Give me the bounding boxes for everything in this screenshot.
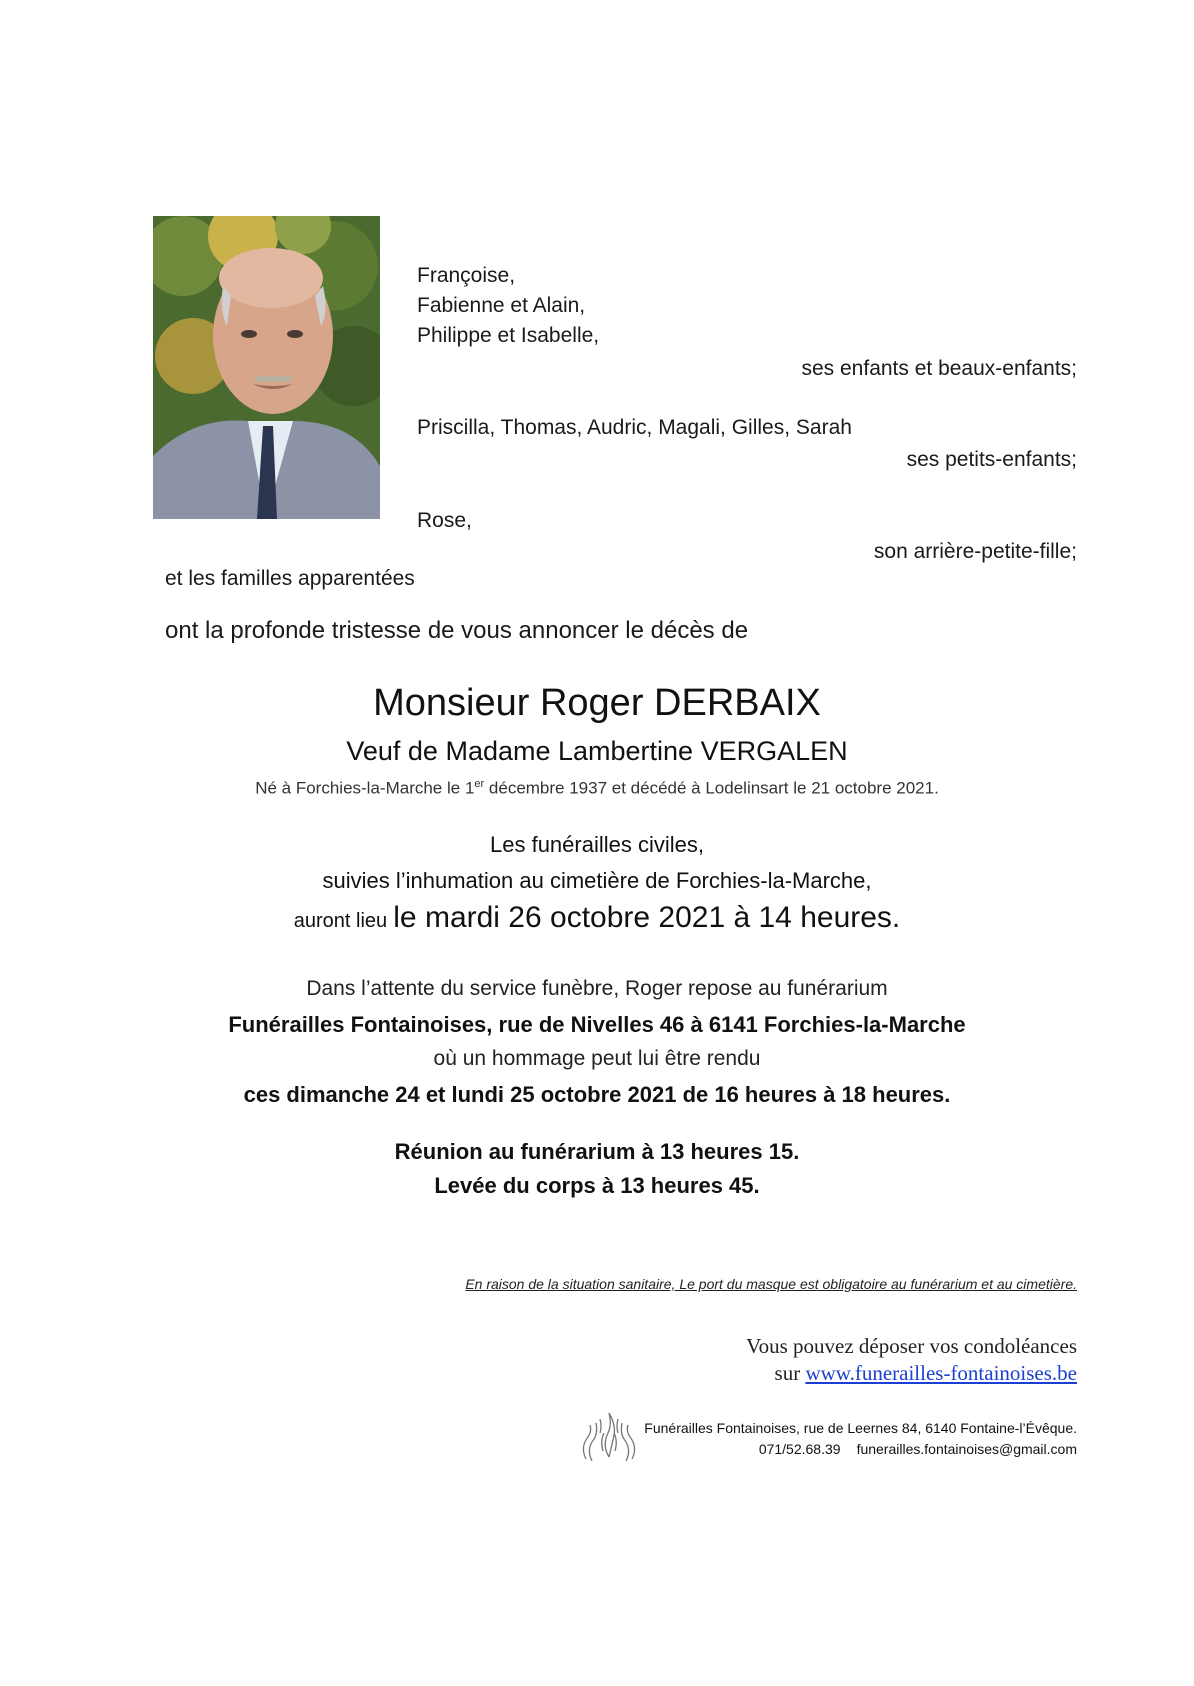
portrait-image (153, 216, 380, 519)
child-name-3: Philippe et Isabelle, (417, 324, 600, 347)
child-name-2: Fabienne et Alain, (417, 294, 586, 317)
footer-contact (644, 1418, 1077, 1460)
widower-of: Veuf de Madame Lambertine VERGALEN (346, 736, 848, 766)
company-logo (576, 1407, 642, 1467)
footer-company: Funérailles Fontainoises, rue de Leernes 84, 6140 Fontaine-l’Évêque. (644, 1420, 1077, 1436)
children-role: ses enfants et beaux-enfants; (801, 357, 1077, 380)
announcement: ont la profonde tristesse de vous annoncer le décès de (165, 617, 749, 644)
condolences-prefix: sur (774, 1361, 806, 1385)
footer-contact-line (644, 1439, 1077, 1460)
visitation-line-1: Dans l’attente du service funèbre, Roger repose au funérarium (306, 977, 888, 1000)
grandchildren-names: Priscilla, Thomas, Audric, Magali, Gilles, Sarah (417, 416, 852, 439)
visitation-address: Funérailles Fontainoises, rue de Nivelles 46 à 6141 Forchies-la-Marche (228, 1012, 966, 1037)
visitation-dates: ces dimanche 24 et lundi 25 octobre 2021 de 16 heures à 18 heures. (243, 1082, 951, 1107)
condolences-line: Vous pouvez déposer vos condoléances (746, 1334, 1077, 1358)
funeral-line-3 (0, 903, 1194, 936)
grandchildren-role: ses petits-enfants; (906, 448, 1077, 471)
funeral-line-1: Les funérailles civiles, (490, 832, 704, 857)
sanitary-notice: En raison de la situation sanitaire, Le port du masque est obligatoire au funérarium et au cimetière. (465, 1276, 1077, 1292)
condolences-block (746, 1333, 1077, 1387)
deceased-name: Monsieur Roger DERBAIX (373, 682, 821, 724)
footer-phone: 071/52.68.39 (758, 1441, 841, 1457)
footer-email: funerailles.fontainoises@gmail.com (856, 1441, 1077, 1457)
birth-death-line (0, 773, 1194, 800)
birth-suffix: décembre 1937 et décédé à Lodelinsart le 21 octobre 2021. (484, 778, 939, 798)
portrait-photo (153, 216, 380, 519)
removal-time: Levée du corps à 13 heures 45. (434, 1173, 760, 1198)
condolences-link-line (746, 1360, 1077, 1387)
funeral-date: le mardi 26 octobre 2021 à 14 heures. (393, 901, 901, 934)
visitation-line-3: où un hommage peut lui être rendu (433, 1047, 761, 1070)
meeting-time: Réunion au funérarium à 13 heures 15. (394, 1139, 800, 1164)
condolences-link[interactable]: www.funerailles-fontainoises.be (805, 1361, 1077, 1385)
great-grandchild-name: Rose, (417, 509, 472, 532)
child-name-1: Françoise, (417, 264, 516, 287)
related-families: et les familles apparentées (165, 567, 415, 590)
flame-hands-icon (576, 1407, 642, 1467)
birth-prefix: Né à Forchies-la-Marche le 1 (255, 778, 475, 798)
funeral-prefix: auront lieu (293, 910, 388, 932)
birth-sup: er (474, 778, 485, 790)
great-grandchild-role: son arrière-petite-fille; (873, 540, 1077, 563)
funeral-line-2: suivies l’inhumation au cimetière de Forchies-la-Marche, (322, 868, 872, 893)
